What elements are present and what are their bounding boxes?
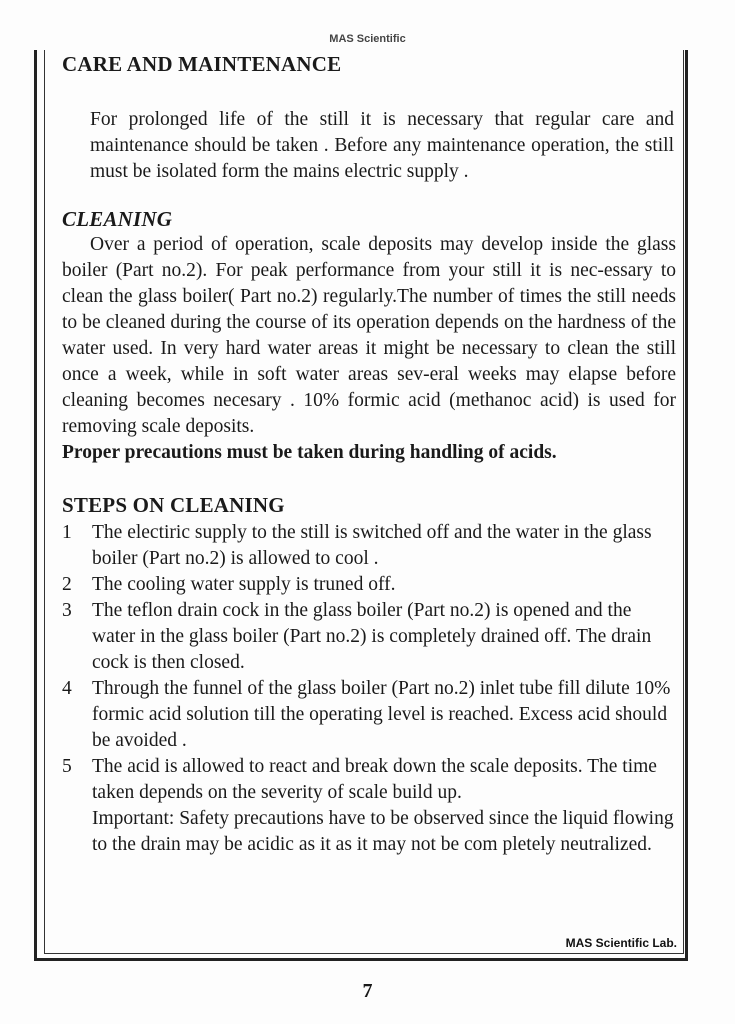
page-content [62,52,676,858]
step-number: 5 [62,756,72,777]
step-item [62,572,676,598]
care-maintenance-paragraph: For prolonged life of the still it is necessary that regular care and maintenance should be taken . Before any maintenance operation, the still must be isolated form the mains electric supply . [90,109,674,182]
care-maintenance-heading: CARE AND MAINTENANCE [62,52,342,76]
step-text: The teflon drain cock in the glass boiler (Part no.2) is opened and the water in the glass boiler (Part no.2) is completely drained off. The drain cock is then closed. [92,600,652,673]
step-number: 2 [62,574,72,595]
step-item [62,520,676,572]
header-brand: MAS Scientific [329,33,406,45]
step-item [62,754,676,858]
step-text: The acid is allowed to react and break down the scale deposits. The time taken depends on the severity of scale build up. [92,756,657,803]
cleaning-heading: CLEANING [62,207,173,231]
step-item [62,598,676,676]
steps-heading: STEPS ON CLEANING [62,493,285,517]
step-text: The electiric supply to the still is switched off and the water in the glass boiler (Part no.2) is allowed to cool . [92,522,652,569]
step-item [62,676,676,754]
footer-brand: MAS Scientific Lab. [565,936,677,950]
step-important-note: Important: Safety precautions have to be observed since the liquid flowing to the drain may be acidic as it as it may not be com pletely neutralized. [92,808,674,855]
steps-list [62,520,676,858]
step-number: 1 [62,522,72,543]
step-number: 3 [62,600,72,621]
page-number: 7 [362,980,373,1002]
cleaning-paragraph: Over a period of operation, scale deposits may develop inside the glass boiler (Part no.2). For peak performance from your still it is nec-essary to clean the glass boiler( Part no.2) regularly.The number of times the still needs to be cleaned during the course of its operation depends on the hardness of the water used. In very hard water areas it might be necessary to clean the still once a week, while in soft water areas sev-eral weeks may elapse before cleaning becomes necesary . 10% formic acid (methanoc acid) is used for removing scale deposits. [62,234,676,437]
step-text: Through the funnel of the glass boiler (Part no.2) inlet tube fill dilute 10% formic acid solution till the operating level is reached. Excess acid should be avoided . [92,678,671,751]
step-number: 4 [62,678,72,699]
step-text: The cooling water supply is truned off. [92,574,396,595]
acid-warning: Proper precautions must be taken during handling of acids. [62,442,557,463]
